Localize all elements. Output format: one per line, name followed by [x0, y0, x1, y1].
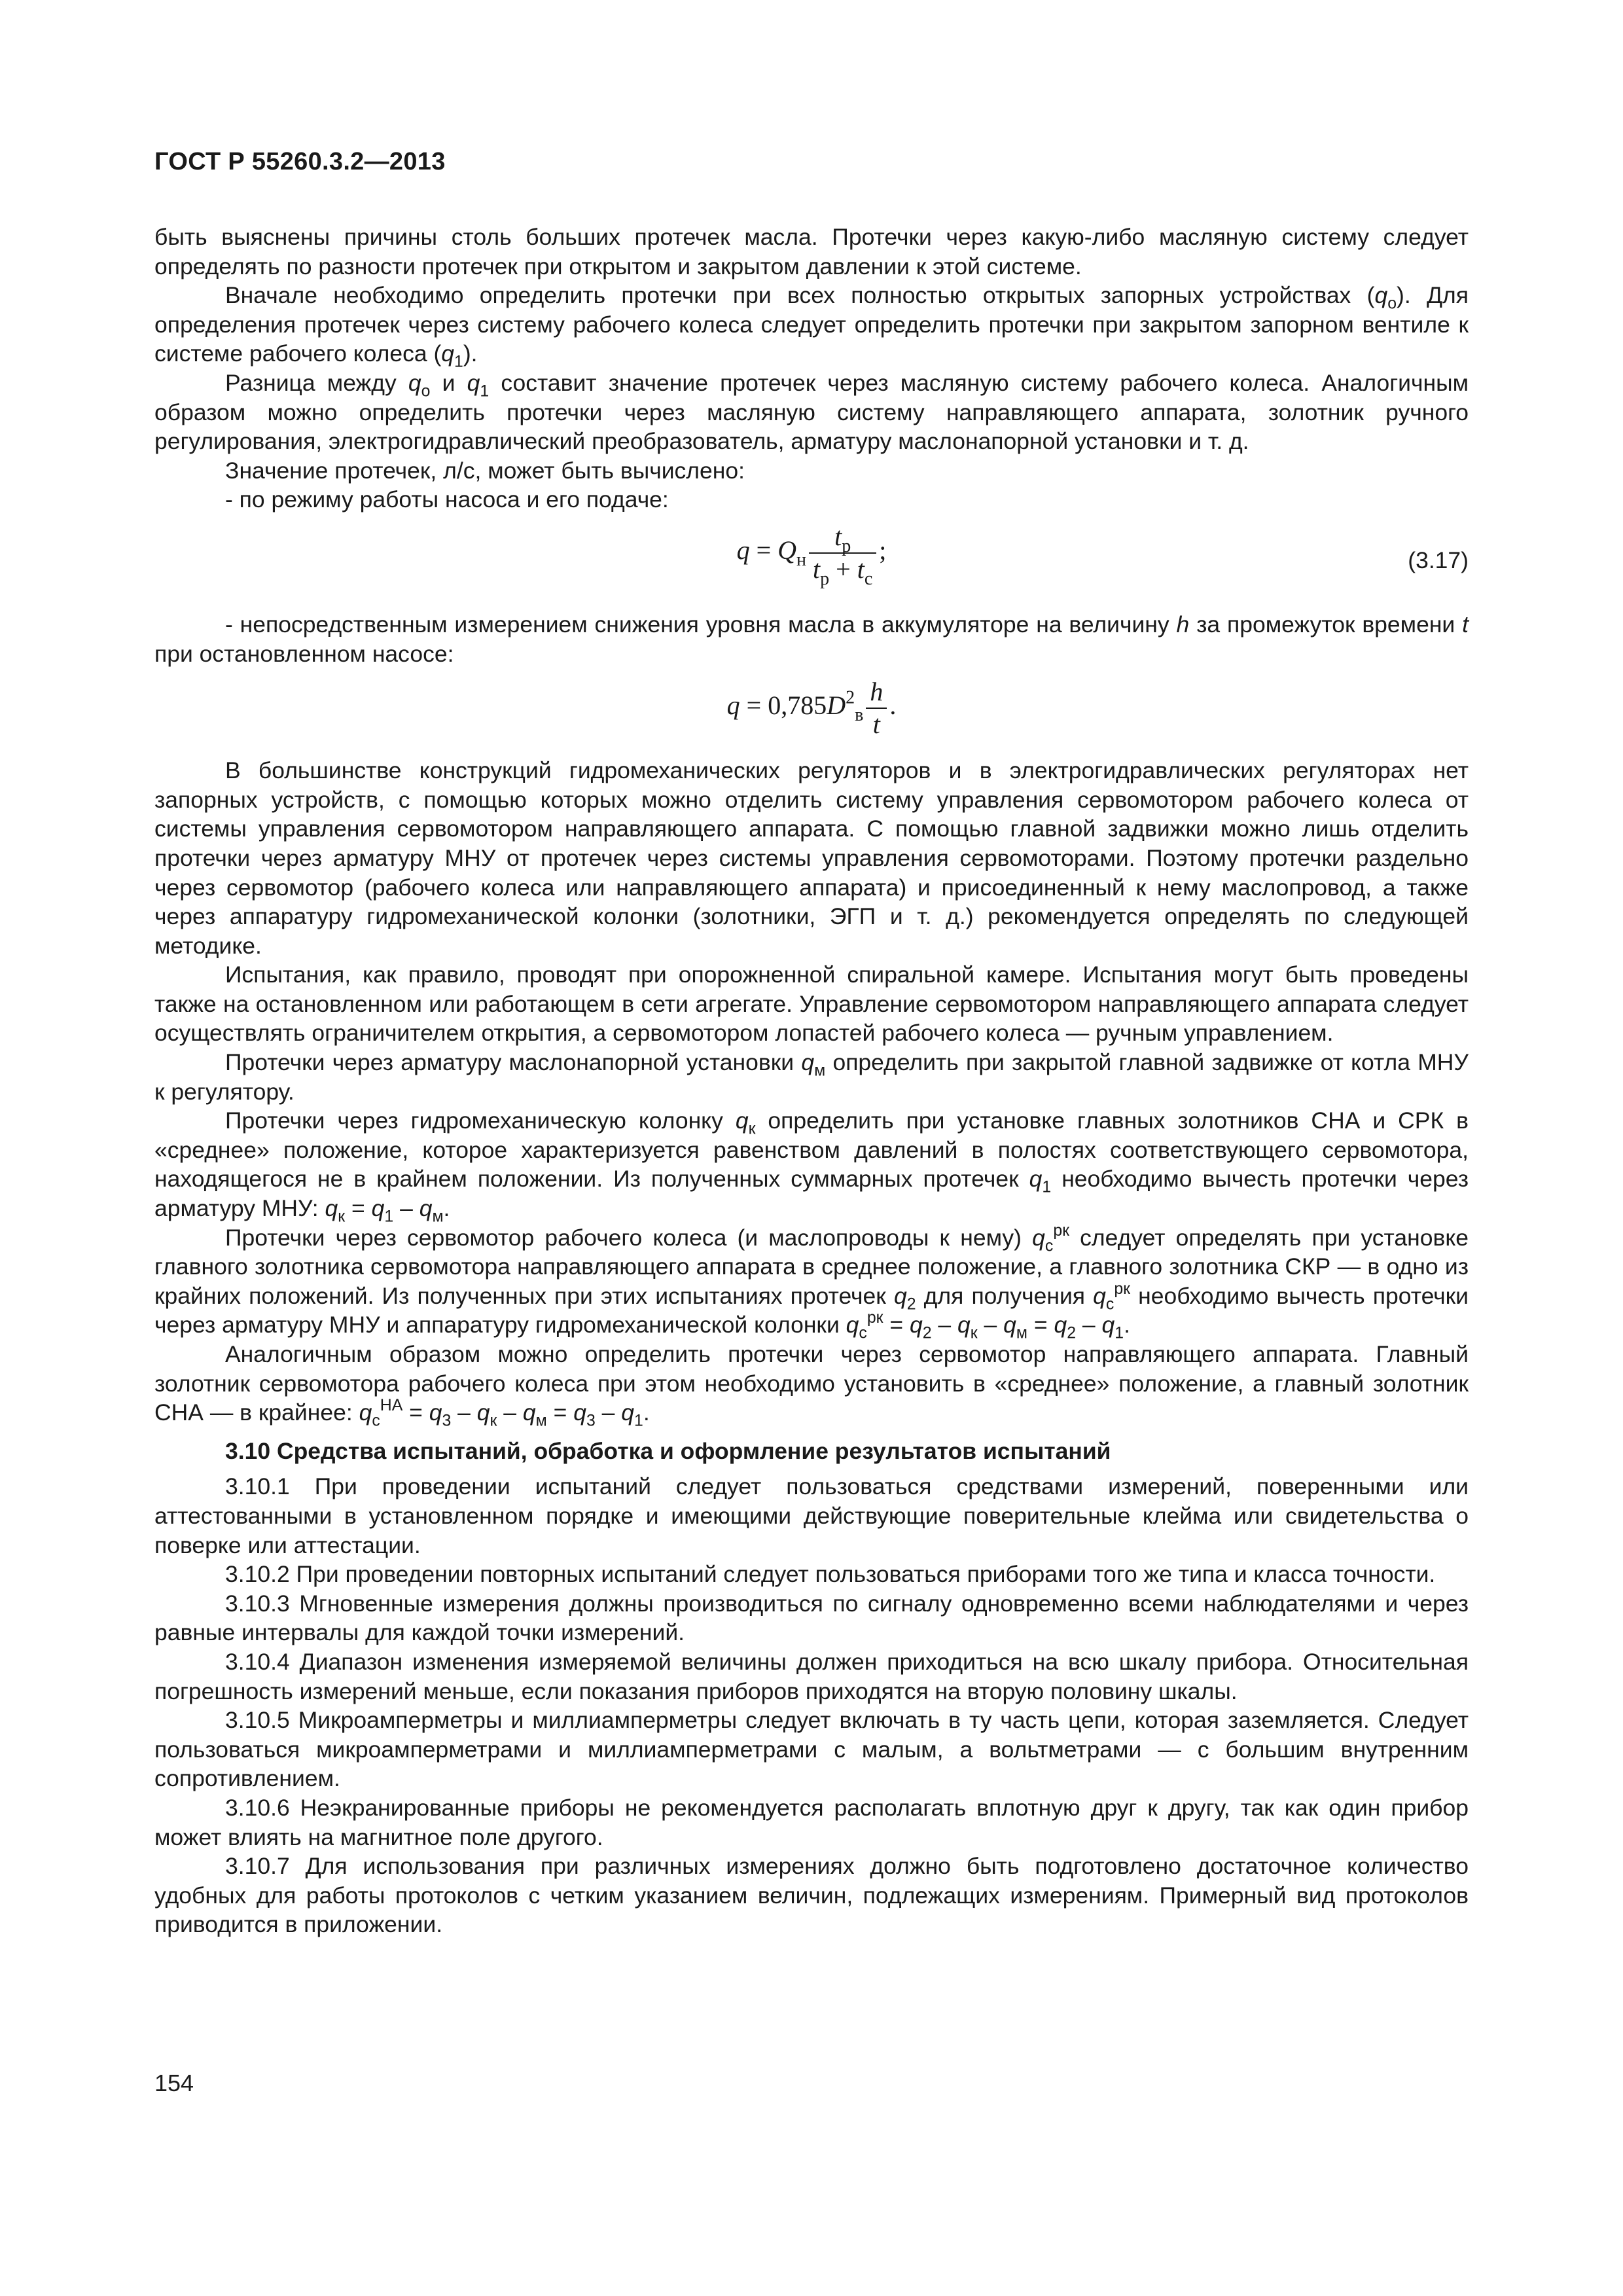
- clause-3-10-3: 3.10.3 Мгновенные измерения должны производиться по сигналу одновременно всеми наблюдателями и через равные интервалы для каждой точки измерений.: [154, 1590, 1469, 1646]
- clause-3-10-5: 3.10.5 Микроамперметры и миллиамперметры следует включать в ту часть цепи, которая заземляется. Следует пользоваться микроамперметрами и миллиамперметрами с малым, а вольтметрами — с большим внутренним сопротивлением.: [154, 1707, 1469, 1792]
- clause-3-10-2: 3.10.2 При проведении повторных испытаний следует пользоваться приборами того же типа и класса точности.: [225, 1561, 1436, 1588]
- paragraph: Протечки через гидромеханическую колонку $q_к$ определить при установке главных золотников СНА и СРК в «среднее» положение, которое характеризуется равенством давлений в полостях соответствующего сервомотора, находящегося не в крайнем положении. Из полученных суммарных протечек $q_1$ необходимо вычесть протечки через арматуру МНУ: $q_к = q_1 - q_м$.: [154, 1107, 1469, 1226]
- paragraph: Протечки через арматуру маслонапорной установки $q_м$ определить при закрытой главной задвижке от котла МНУ к регулятору.: [154, 1049, 1469, 1105]
- formula-level-drop: $q = 0,785D^2_в$ $\frac{h}{t}$ .: [726, 677, 897, 740]
- paragraph: Аналогичным образом можно определить протечки через сервомотор направляющего аппарата. Главный золотник сервомотора рабочего колеса при этом необходимо установить в «среднее» положение, а главный золотник СНА — в крайнее: $q_с^{НА} = q_3 - q_к - q_м = q_3 - q_1$.: [154, 1341, 1469, 1430]
- paragraph: быть выяснены причины столь больших протечек масла. Протечки через какую-либо масляную систему следует определять по разности протечек при открытом и закрытом давлении к этой системе.: [154, 224, 1469, 279]
- paragraph: Значение протечек, л/с, может быть вычислено:: [225, 457, 745, 484]
- paragraph: В большинстве конструкций гидромеханических регуляторов и в электрогидравлических регуляторах нет запорных устройств, с помощью которых можно отделить систему управления сервомотором рабочего колеса от системы управления сервомотором направляющего аппарата. С помощью главной задвижки можно лишь отделить протечки через арматуру МНУ от протечек через системы управления сервомоторами. Поэтому протечки раздельно через сервомотор (рабочего колеса или направляющего аппарата) и присоединенный к нему маслопровод, а также через аппаратуру гидромеханической колонки (золотники, ЭГП и т. д.) рекомендуется определять по следующей методике.: [154, 757, 1469, 959]
- formula-number: (3.17): [1408, 547, 1469, 573]
- clause-3-10-7: 3.10.7 Для использования при различных измерениях должно быть подготовлено достаточное количество удобных для работы протоколов с четким указанием величин, подлежащих измерениям. Примерный вид протоколов приводится в приложении.: [154, 1853, 1469, 1938]
- paragraph: Вначале необходимо определить протечки при всех полностью открытых запорных устройствах $(q_о)$. Для определения протечек через систему рабочего колеса следует определить протечки при закрытом запорном вентиле к системе рабочего колеса $(q_1)$.: [154, 282, 1469, 372]
- document-header-code: ГОСТ Р 55260.3.2—2013: [154, 148, 446, 175]
- formula-3-17: $q = Q_н$ $\frac{t_р}{t_р + t_с}$ ; (3.17): [736, 521, 1469, 589]
- page-number: 154: [154, 2070, 194, 2096]
- clause-3-10-4: 3.10.4 Диапазон изменения измеряемой величины должен приходиться на всю шкалу прибора. Относительная погрешность измерений меньше, если показания приборов приходятся на вторую половину шкалы.: [154, 1648, 1469, 1704]
- clause-3-10-1: 3.10.1 При проведении испытаний следует пользоваться средствами измерений, поверенными или аттестованными в установленном порядке и имеющими действующие поверительные клейма или свидетельства о поверке или аттестации.: [154, 1473, 1469, 1558]
- paragraph: Протечки через сервомотор рабочего колеса (и маслопроводы к нему) $q_с^{рк}$ следует определять при установке главного золотника сервомотора направляющего аппарата в среднее положение, а главного золотника СКР — в одно из крайних положений. Из полученных при этих испытаниях протечек $q_2$ для получения $q_с^{рк}$ необходимо вычесть протечки через арматуру МНУ и аппаратуру гидромеханической колонки $q_с^{рк} = q_2 - q_к - q_м = q_2 - q_1$.: [154, 1221, 1469, 1343]
- paragraph: - по режиму работы насоса и его подаче:: [225, 486, 669, 513]
- section-heading: 3.10 Средства испытаний, обработка и оформление результатов испытаний: [225, 1437, 1111, 1464]
- document-body: [154, 223, 1469, 1939]
- clause-3-10-6: 3.10.6 Неэкранированные приборы не рекомендуется располагать вплотную друг к другу, так как один прибор может влиять на магнитное поле другого.: [154, 1794, 1469, 1850]
- paragraph: Испытания, как правило, проводят при опорожненной спиральной камере. Испытания могут быть проведены также на остановленном или работающем в сети агрегате. Управление сервомотором направляющего аппарата следует осуществлять ограничителем открытия, а сервомотором лопастей рабочего колеса — ручным управлением.: [154, 961, 1469, 1047]
- paragraph: - непосредственным измерением снижения уровня масла в аккумуляторе на величину h за промежуток времени t при остановленном насосе:: [154, 611, 1469, 667]
- paragraph: Разница между $q_о$ и $q_1$ составит значение протечек через масляную систему рабочего колеса. Аналогичным образом можно определить протечки через масляную систему направляющего аппарата, золотник ручного регулирования, электрогидравлический преобразователь, арматуру маслонапорной установки и т. д.: [154, 369, 1469, 455]
